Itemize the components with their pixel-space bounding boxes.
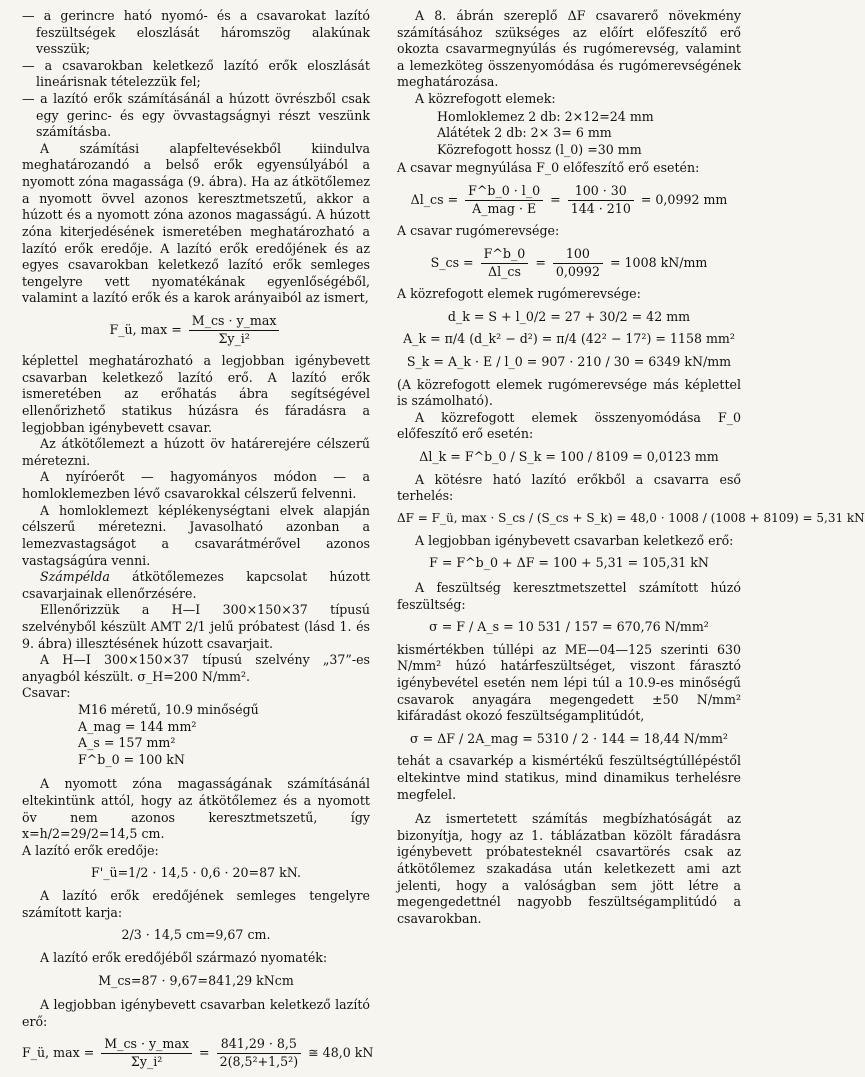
denominator: 144 · 210 — [570, 200, 631, 216]
right-column — [397, 8, 865, 927]
denominator: 0,0992 — [555, 263, 600, 279]
equation: F'_ü=1/2 · 14,5 · 0,6 · 20=87 kN. — [91, 865, 301, 881]
equation-lhs: F_ü, max = — [109, 321, 182, 337]
numerator: F^b_0 · l_0 — [465, 183, 543, 201]
paragraph: A feszültség keresztmetszettel számított húzó feszültség: — [397, 579, 741, 612]
elements-row: Közrefogott hossz (l_0) =30 mm — [437, 141, 642, 157]
paragraph-example — [22, 569, 370, 602]
numerator: M_cs · y_max — [101, 1036, 192, 1054]
paragraph: A kötésre ható lazító erőkből a csavarra eső terhelés: — [397, 471, 741, 504]
paragraph: A 8. ábrán szereplő ΔF csavarerő növekmény számításához szükséges az előírt előfeszítő erő okozta csavarmegnyúlás és rugómerevség, valamint a lemezköteg összenyomódása és rugómerevségének meghatározása. — [397, 8, 741, 90]
numerator: 841,29 · 8,5 — [217, 1036, 302, 1054]
paragraph: Ellenőrizzük a H—I 300×150×37 típusú szelvényből készült AMT 2/1 jelű próbatest (lásd 1. és 9. ábra) illesztésének húzott csavarjait. — [22, 602, 370, 651]
bolt-spec — [78, 702, 370, 768]
paragraph: A lazító erők eredőjéből származó nyomaték: — [40, 949, 328, 965]
fraction — [101, 1036, 192, 1070]
equation: ΔF = F_ü, max · S_cs / (S_cs + S_k) = 48,0 · 1008 / (1008 + 8109) = 5,31 kN — [397, 510, 865, 525]
denominator: A_mag · E — [472, 200, 537, 216]
equals: = — [198, 1045, 210, 1061]
paragraph: A legjobban igénybevett csavarban keletkező erő: — [415, 532, 734, 548]
paragraph: A H—I 300×150×37 típusú szelvény „37”-es anyagból készült. σ_H=200 N/mm². — [22, 652, 370, 684]
equation-bolt-elongation — [397, 183, 741, 217]
spec-line: M16 méretű, 10.9 minőségű — [78, 701, 259, 717]
paragraph: képlettel meghatározható a legjobban igénybevett csavarban keletkező lazító erő. A lazító erők ismeretében az erőhatás ábra segítségével ellenőrizhető statikus húzásra és fáradásra a legjobban igénybevett csavar. — [22, 353, 370, 435]
paragraph: A lazító erők eredőjének semleges tengelyre számított karja: — [22, 888, 370, 920]
elements-row: Homloklemez 2 db: 2×12=24 mm — [437, 108, 654, 124]
fraction — [481, 246, 529, 280]
equation: d_k = S + l_0/2 = 27 + 30/2 = 42 mm — [447, 308, 691, 324]
paragraph: A számítási alapfeltevésekből kiindulva meghatározandó a belső erők egyensúlyából a nyomott zóna magassága (9. ábra). Ha az átkötőlemez a nyomott övvel azonos keresztmetszetű, akkor a húzott és a nyomott zóna azonos magasságú. A húzott zóna kiterjedésének ismeretében meghatározható a lazító erők eredője. A lazító erők eredőjének és az egyes csavarokban keletkező lazító erők semleges tengelyre vett nyomatékának egyenlőségéből, valamint a lazító erők és a karok arányaiból az ismert, — [22, 140, 370, 306]
denominator: 2(8,5²+1,5²) — [219, 1053, 299, 1069]
fraction — [189, 313, 280, 347]
spec-line: A_mag = 144 mm² — [78, 718, 197, 734]
paragraph: A csavar rugómerevsége: — [397, 223, 560, 239]
equation: S_k = A_k · E / l_0 = 907 · 210 / 30 = 6349 kN/mm — [406, 353, 732, 369]
paragraph: A nyomott zóna magasságának számításánál eltekintünk attól, hogy az átkötőlemez és a nyomott öv nem azonos keresztmetszetű, így x=h/2=29/2=14,5 cm. — [22, 776, 370, 842]
equation: F = F^b_0 + ΔF = 100 + 5,31 = 105,31 kN — [429, 555, 709, 571]
paragraph: A lazító erők eredője: — [22, 842, 159, 858]
numerator: F^b_0 — [481, 246, 529, 264]
numerator: 100 · 30 — [568, 183, 634, 201]
clamped-elements-list — [437, 109, 741, 159]
example-text: átkötőlemezes kapcsolat húzott csavarjainak ellenőrzésére. — [22, 569, 370, 601]
numerator: 100 — [553, 246, 603, 264]
bullet-2: — a csavarokban keletkező lazító erők eloszlását lineárisnak tételezzük fel; — [22, 57, 370, 90]
result: ≅ 48,0 kN — [308, 1045, 374, 1061]
numerator: M_cs · y_max — [189, 313, 280, 331]
paragraph: A csavar megnyúlása F_0 előfeszítő erő esetén: — [397, 160, 700, 176]
denominator: Δl_cs — [487, 263, 521, 279]
result: = 0,0992 mm — [640, 191, 728, 207]
paragraph: kismértékben túllépi az ME—04—125 szerinti 630 N/mm² húzó határfeszültséget, viszont fárasztó igénybevétel esetén nem lépi túl a 10.9-es minőségű csavarok anyagára megengedett ±50 N/mm² kifáradást okozó feszültségamplitúdót, — [397, 641, 741, 724]
equation-fu-max — [22, 313, 370, 347]
bullet-1: — a gerincre ható nyomó- és a csavarokat lazító feszültségek eloszlását háromszög alakúnak vesszük; — [22, 8, 370, 57]
paragraph: A közrefogott elemek összenyomódása F_0 előfeszítő erő esetén: — [397, 409, 741, 442]
spec-line: A_s = 157 mm² — [78, 735, 176, 751]
equation: M_cs=87 · 9,67=841,29 kNcm — [98, 972, 294, 988]
example-title: Számpélda — [40, 569, 110, 585]
paragraph: A közrefogott elemek rugómerevsége: — [397, 286, 641, 302]
paragraph: A nyíróerőt — hagyományos módon — a homloklemezben lévő csavarokkal célszerű felvenni. — [22, 469, 370, 502]
paragraph: A homloklemezt képlékenységtani elvek alapján célszerű méretezni. Javasolható azonban a lemezvastagságot a csavarátmérővel azonos vastagságúra venni. — [22, 502, 370, 568]
equation: σ = ΔF / 2A_mag = 5310 / 2 · 144 = 18,44 N/mm² — [410, 730, 728, 746]
label: A közrefogott elemek: — [415, 91, 556, 107]
equation: σ = F / A_s = 10 531 / 157 = 670,76 N/mm² — [429, 619, 709, 635]
bullet-3: — a lazító erők számításánál a húzott övrészből csak egy gerinc- és egy övvastagságnyi részt veszünk számításba. — [22, 91, 370, 140]
fraction — [553, 246, 603, 280]
equation-lhs: F_ü, max = — [22, 1045, 95, 1061]
equals: = — [535, 254, 546, 270]
paragraph: (A közrefogott elemek rugómerevsége más képlettel is számolható). — [397, 376, 741, 409]
equation-fu-max-result — [22, 1036, 374, 1070]
paragraph: Az átkötőlemezt a húzott öv határerejére célszerű méretezni. — [22, 436, 370, 468]
equation: A_k = π/4 (d_k² − d²) = π/4 (42² − 17²) = 1158 mm² — [403, 331, 735, 347]
fraction — [217, 1036, 302, 1070]
equation-bolt-stiffness — [397, 246, 741, 280]
fraction — [465, 183, 543, 217]
paragraph: Az ismertetett számítás megbízhatóságát az bizonyítja, hogy az 1. táblázatban közölt fáradásra igénybevett próbatesteknél csavartörés csak az átkötőlemez szakadása után keletkezett ami azt jelenti, hogy a valóságban sem jött létre a megengedettnél nagyobb feszültségamplitúdó a csavarokban. — [397, 811, 741, 926]
equation: Δl_k = F^b_0 / S_k = 100 / 8109 = 0,0123 mm — [419, 449, 719, 465]
denominator: Σy_i² — [130, 1053, 163, 1069]
equation: 2/3 · 14,5 cm=9,67 cm. — [121, 927, 271, 943]
paragraph: tehát a csavarkép a kismértékű feszültségtúllépéstől eltekintve mind statikus, mind dinamikus terhelésre megfelel. — [397, 753, 741, 802]
spec-line: F^b_0 = 100 kN — [78, 751, 185, 767]
equation-lhs: S_cs = — [430, 254, 474, 270]
paragraph: A legjobban igénybevett csavarban keletkező lazító erő: — [22, 997, 370, 1029]
fraction — [568, 183, 634, 217]
label: Csavar: — [22, 685, 71, 701]
elements-row: Alátétek 2 db: 2× 3= 6 mm — [437, 125, 612, 141]
equals: = — [550, 191, 561, 207]
denominator: Σy_i² — [218, 330, 250, 346]
equation-lhs: Δl_cs = — [410, 191, 459, 207]
result: = 1008 kN/mm — [609, 254, 708, 270]
left-column — [22, 8, 374, 1077]
